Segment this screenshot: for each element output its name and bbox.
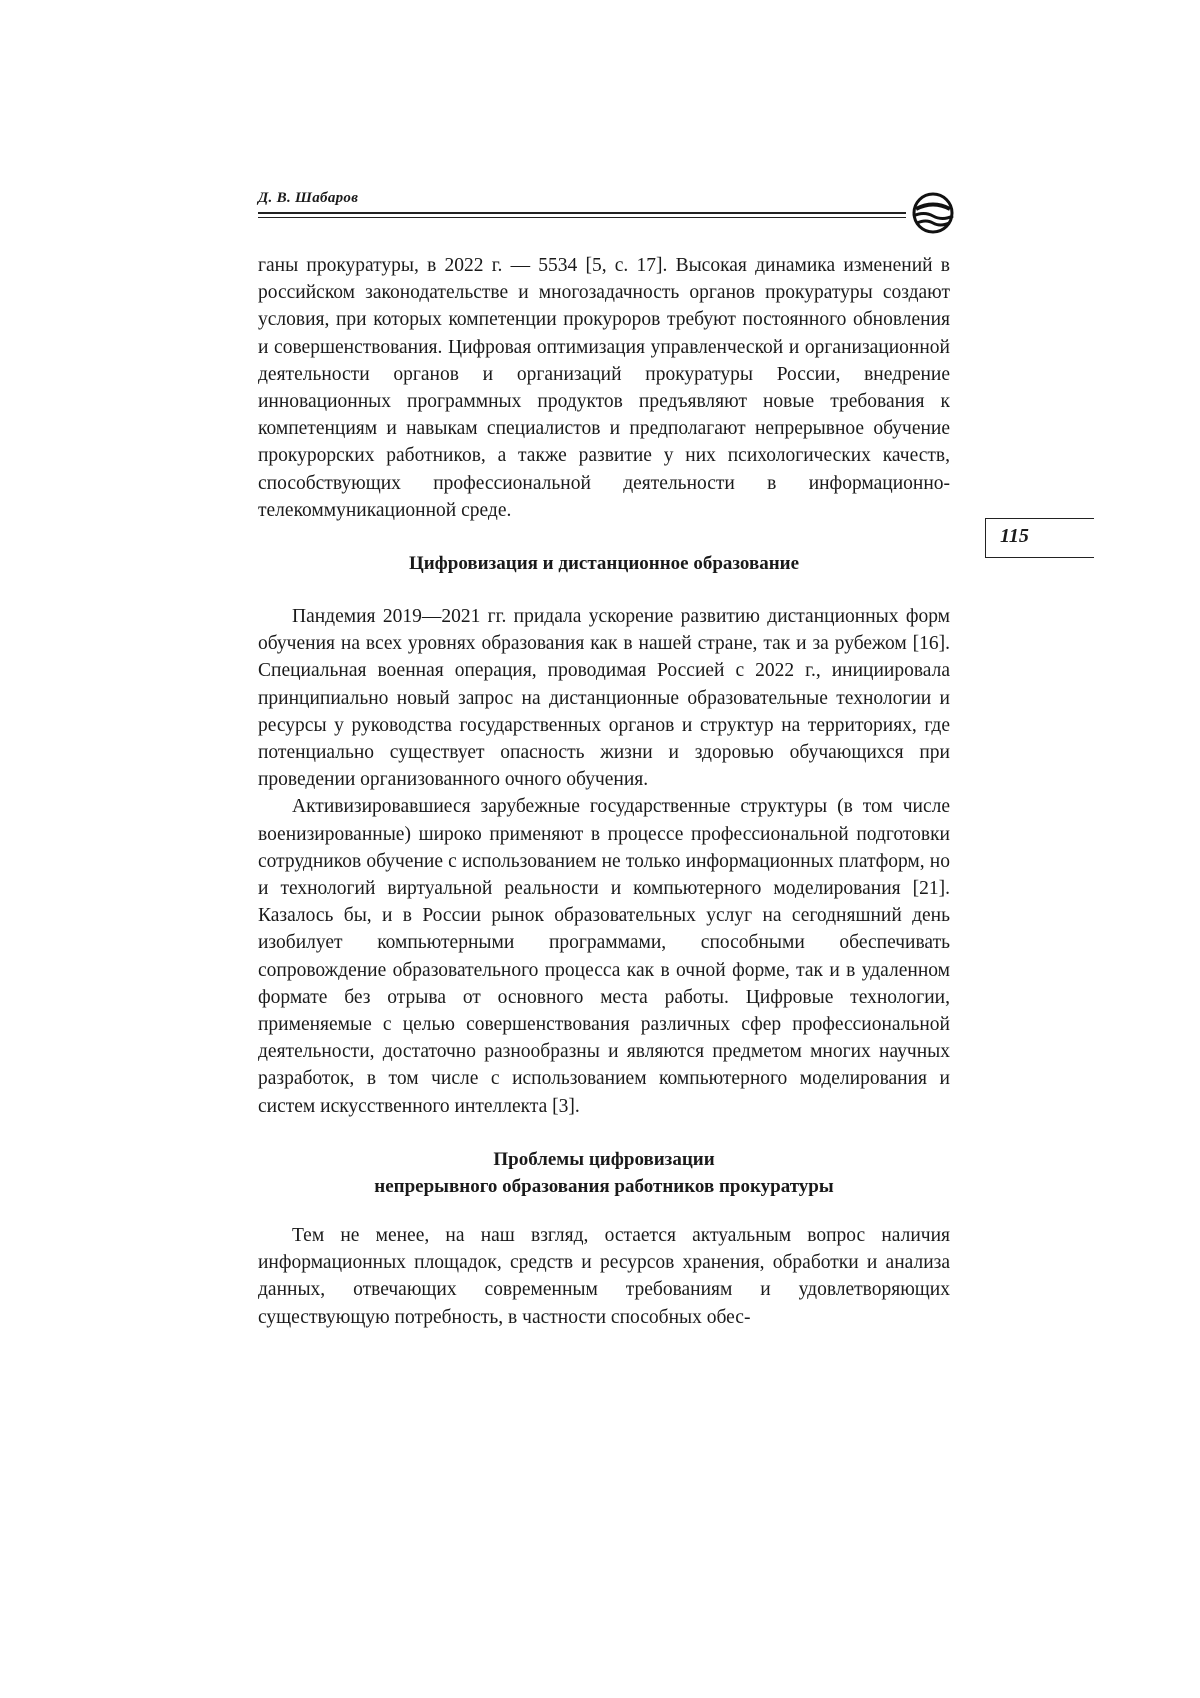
header-rule-thin bbox=[258, 217, 906, 218]
article-body bbox=[258, 252, 950, 1331]
page-number-box bbox=[985, 518, 1094, 558]
spacer bbox=[258, 577, 950, 603]
paragraph-2: Пандемия 2019—2021 гг. придала ускорение развитию дистанционных форм обучения на всех уровнях образования как в нашей стране, так и за рубежом [16]. Специальная военная операция, проводимая Россией с 2022 г., инициировала принципиально новый запрос на дистанционные образовательные технологии и ресурсы у руководства государственных органов и структур на территориях, где потенциально существует опасность жизни и здоровью обучающихся при проведении организованного очного обучения. bbox=[258, 606, 950, 791]
author-name: Д. В. Шабаров bbox=[258, 190, 359, 206]
section-heading-2-line-2: непрерывного образования работников прокуратуры bbox=[374, 1175, 834, 1197]
paragraph-1: ганы прокуратуры, в 2022 г. — 5534 [5, с. 17]. Высокая динамика изменений в российском законодательстве и многозадачность органов прокуратуры создают условия, при которых компетенции прокуроров требуют постоянного обновления и совершенствования. Цифровая оптимизация управленческой и организационной деятельности органов и организаций прокуратуры России, внедрение инновационных программных продуктов предъявляют новые требования к компетенциям и навыкам специалистов и предполагают непрерывное обучение прокурорских работников, а также развитие у них психологических качеств, способствующих профессиональной деятельности в информационно-телекоммуникационной среде. bbox=[258, 255, 950, 521]
running-header bbox=[258, 188, 958, 218]
spacer bbox=[258, 1120, 950, 1146]
section-heading-1: Цифровизация и дистанционное образование bbox=[408, 553, 800, 575]
journal-logo-icon bbox=[908, 192, 958, 234]
header-rule bbox=[258, 212, 906, 214]
section-heading-2-line-1: Проблемы цифровизации bbox=[493, 1148, 715, 1170]
paragraph-3: Активизировавшиеся зарубежные государственные структуры (в том числе военизированные) широко применяют в процессе профессиональной подготовки сотрудников обучение с использованием не только информационных платформ, но и технологий виртуальной реальности и компьютерного моделирования [21]. Казалось бы, и в России рынок образовательных услуг на сегодняшний день изобилует компьютерными программами, способными обеспечивать сопровождение образовательного процесса как в очной форме, так и в удаленном формате без отрыва от основного места работы. Цифровые технологии, применяемые с целью совершенствования различных сфер профессиональной деятельности, достаточно разнообразны и являются предметом многих научных разработок, в том числе с использованием компьютерного моделирования и систем искусственного интеллекта [3]. bbox=[258, 796, 950, 1117]
spacer bbox=[258, 1200, 950, 1222]
spacer bbox=[258, 524, 950, 550]
page-number: 115 bbox=[1000, 525, 1029, 547]
paragraph-4: Тем не менее, на наш взгляд, остается актуальным вопрос наличия информационных площадок, средств и ресурсов хранения, обработки и анализа данных, отвечающих современным требованиям и удовлетворяющих существующую потребность, в частности способных обес- bbox=[258, 1224, 950, 1328]
